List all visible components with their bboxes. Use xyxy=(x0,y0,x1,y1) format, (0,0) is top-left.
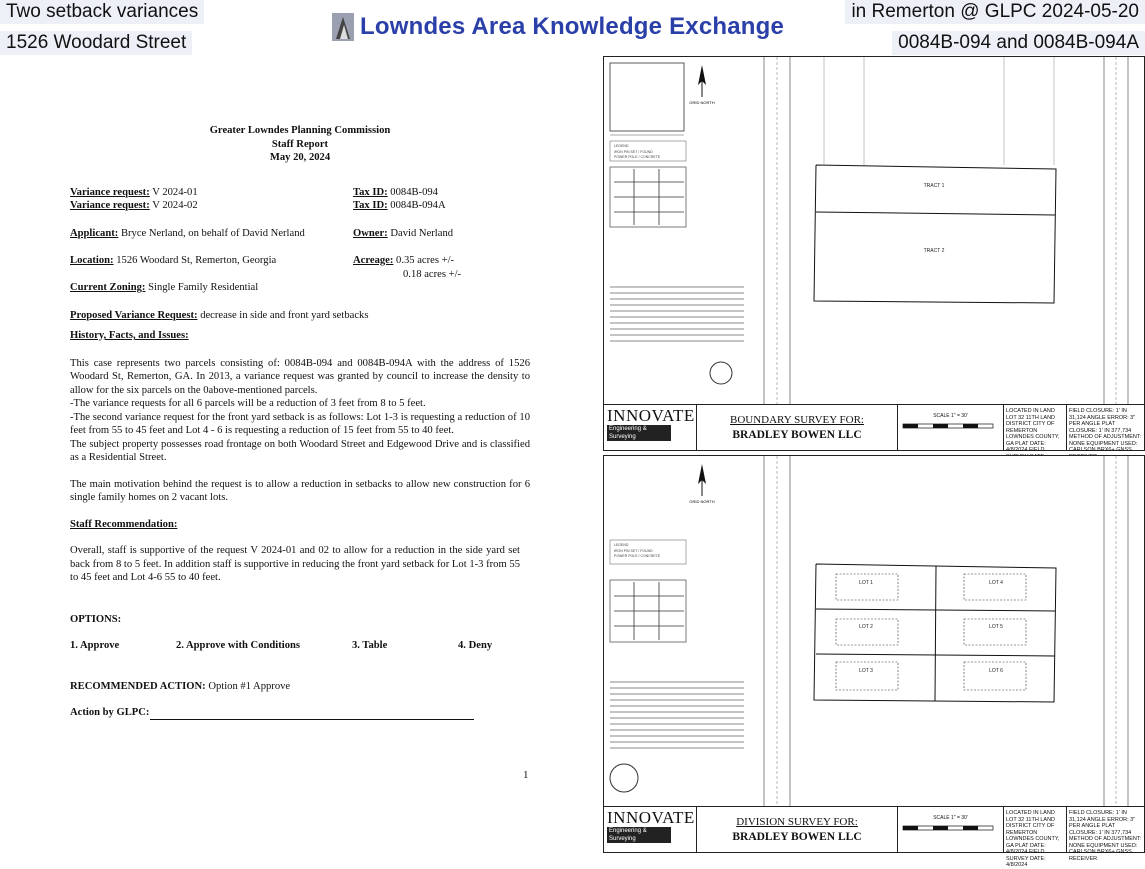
boundary-title-block xyxy=(604,404,1144,453)
boundary-survey-drawing xyxy=(604,57,1144,405)
division-title-block xyxy=(604,806,1144,868)
variance-label: Variance request: xyxy=(70,186,150,198)
acreage-label: Acreage: xyxy=(353,255,394,266)
svg-text:IRON PIN SET / FOUND: IRON PIN SET / FOUND xyxy=(614,549,653,553)
staff-report xyxy=(70,124,530,720)
logo-text: Lowndes Area Knowledge Exchange xyxy=(360,13,785,40)
history-paragraph-3: -The second variance request for the front yard setback is as follows: Lot 1-3 is requesting a reduction of 10 feet from 55 to 45 feet and Lot 4 - 6 is requesting a reduction of 15 feet from 55 to 40 feet. xyxy=(70,411,530,436)
tax-2: 0084B-094A xyxy=(390,200,446,211)
location-block: LOCATED IN LAND LOT 32 11TH LAND DISTRICT CITY OF REMERTON LOWNDES COUNTY, GA PLAT DATE: 4/8/2024 FIELD xyxy=(1004,405,1067,450)
page-number: 1 xyxy=(523,769,529,781)
innovate-logo xyxy=(604,405,697,450)
survey-title: DIVISION SURVEY FOR: xyxy=(736,816,858,828)
client-name: BRADLEY BOWEN LLC xyxy=(732,831,862,843)
options-heading: OPTIONS: xyxy=(70,613,122,625)
survey-title-block xyxy=(697,405,898,450)
report-title: Staff Report xyxy=(271,138,329,150)
history-paragraph-5: The main motivation behind the request is to allow a reduction in setbacks to allow new construction for 6 single family homes on 2 vacant lots. xyxy=(70,478,530,503)
history-heading: History, Facts, and Issues: xyxy=(70,330,189,341)
lot-3-label: LOT 3 xyxy=(859,668,873,674)
history-paragraph-1: This case represents two parcels consisting of: 0084B-094 and 0084B-094A with the address of 1526 Woodard St, Remerton, GA. In 2013, a variance request was granted by council to increase the density to allow for the six parcels on the 0above-mentioned parcels. xyxy=(70,357,530,396)
recommended: Option #1 Approve xyxy=(208,680,291,692)
lot-2-label: LOT 2 xyxy=(859,624,873,630)
proposed-label: Proposed Variance Request: xyxy=(70,309,198,321)
option-item: 4. Deny xyxy=(458,640,493,651)
north-arrow-icon xyxy=(689,65,714,105)
svg-text:LEGEND: LEGEND xyxy=(614,144,629,148)
client-name: BRADLEY BOWEN LLC xyxy=(732,429,862,441)
proposed-row xyxy=(70,309,530,323)
signature-line xyxy=(150,709,474,720)
svg-text:POWER POLE / CONCRETE: POWER POLE / CONCRETE xyxy=(614,554,661,558)
option-item: 1. Approve xyxy=(70,640,120,651)
action-label: Action by GLPC: xyxy=(70,707,150,718)
owner-label: Owner: xyxy=(353,227,388,239)
tax-label: Tax ID: xyxy=(353,186,388,198)
division-survey-plat[interactable] xyxy=(603,455,1145,868)
scale-bar-icon xyxy=(898,821,998,835)
lot-6-label: LOT 6 xyxy=(989,668,1003,674)
company-name: INNOVATE xyxy=(607,808,695,827)
lot-4-label: LOT 4 xyxy=(989,580,1003,586)
report-org: Greater Lowndes Planning Commission xyxy=(209,125,391,136)
applicant-row xyxy=(70,227,530,241)
report-date: May 20, 2024 xyxy=(269,152,331,163)
owner: David Nerland xyxy=(390,227,454,239)
history-paragraph-2: -The variance requests for all 6 parcels will be a reduction of 3 feet from 8 to 5 feet. xyxy=(70,398,426,409)
survey-title-block xyxy=(697,807,898,852)
boundary-survey-plat[interactable] xyxy=(603,56,1145,451)
division-survey-drawing xyxy=(604,456,1144,806)
location-block: LOCATED IN LAND LOT 32 11TH LAND DISTRICT CITY OF REMERTON LOWNDES COUNTY, GA PLAT DATE: 4/8/2024 FIELD SURVEY DATE: 4/8/2024 xyxy=(1004,807,1067,852)
company-sub: Engineering & Surveying xyxy=(607,827,671,843)
variance-label: Variance request: xyxy=(70,200,150,211)
tax-label: Tax ID: xyxy=(353,200,388,211)
survey-title: BOUNDARY SURVEY FOR: xyxy=(730,414,864,426)
variance-1: V 2024-01 xyxy=(152,186,198,198)
zoning: Single Family Residential xyxy=(148,282,259,293)
recommended-row xyxy=(70,680,530,694)
company-sub: Engineering & Surveying xyxy=(607,425,671,441)
company-name: INNOVATE xyxy=(607,406,695,425)
header-title-top-right: in Remerton @ GLPC 2024-05-20 xyxy=(845,0,1145,24)
svg-text:POWER POLE / CONCRETE: POWER POLE / CONCRETE xyxy=(614,155,661,159)
staff-heading: Staff Recommendation: xyxy=(70,518,178,530)
innovate-logo xyxy=(604,807,697,852)
scale-block xyxy=(898,807,1004,852)
scale-bar-icon xyxy=(898,419,998,433)
staff-paragraph: Overall, staff is supportive of the request V 2024-01 and 02 to allow for a reduction in the side yard set back from 8 to 5 feet. In addition staff is supportive in reducing the front yard setback for Lot 1-3 from 55 to 45 feet and Lot 4-6 55 to 40 feet. xyxy=(70,545,520,583)
location-label: Location: xyxy=(70,255,114,266)
tax-1: 0084B-094 xyxy=(390,186,438,198)
tract-2-label: TRACT 2 xyxy=(923,248,945,254)
history-paragraph-4: The subject property possesses road frontage on both Woodard Street and Edgewood Drive and is classified as a Residential Street. xyxy=(70,438,530,463)
recommended-label: RECOMMENDED ACTION: xyxy=(70,680,206,692)
tract-1-label: TRACT 1 xyxy=(923,183,945,189)
acreage-1: 0.35 acres +/- xyxy=(396,255,455,266)
location: 1526 Woodard St, Remerton, Georgia xyxy=(116,255,277,266)
scale-label: SCALE 1" = 30' xyxy=(933,815,968,821)
svg-text:LEGEND: LEGEND xyxy=(614,543,629,547)
option-item: 2. Approve with Conditions xyxy=(176,640,301,651)
svg-text:GRID NORTH: GRID NORTH xyxy=(689,499,715,504)
lake-logo-icon xyxy=(332,13,354,41)
options-list xyxy=(70,639,530,653)
lake-logo[interactable] xyxy=(332,10,784,44)
proposed: decrease in side and front yard setbacks xyxy=(200,309,369,321)
header-title-bottom-left: 1526 Woodard Street xyxy=(0,31,192,55)
svg-text:GRID NORTH: GRID NORTH xyxy=(689,100,715,105)
zoning-label: Current Zoning: xyxy=(70,282,146,293)
field-closure-block: FIELD CLOSURE: 1' IN 31,124 ANGLE ERROR: 3" PER ANGLE PLAT CLOSURE: 1' IN 377,734 METHOD OF ADJUSTMENT: NONE EQUIPMENT USED: CARLSON BRX6+ GNSS RECEIVER xyxy=(1069,810,1142,862)
applicant-label: Applicant: xyxy=(70,227,119,239)
lot-1-label: LOT 1 xyxy=(859,580,873,586)
field-closure-block: FIELD CLOSURE: 1' IN 31,124 ANGLE ERROR: 3" PER ANGLE PLAT CLOSURE: 1' IN 377,734 METHOD OF ADJUSTMENT: NONE EQUIPMENT USED: CARLSON BRX6+ GNSS xyxy=(1069,408,1142,453)
variance-row-2 xyxy=(70,199,530,213)
svg-text:IRON PIN SET / FOUND: IRON PIN SET / FOUND xyxy=(614,150,653,154)
variance-2: V 2024-02 xyxy=(152,200,198,211)
location-row xyxy=(70,254,530,281)
scale-label: SCALE 1" = 30' xyxy=(933,413,968,419)
variance-row-1 xyxy=(70,186,530,200)
zoning-row xyxy=(70,281,530,295)
header-title-bottom-right: 0084B-094 and 0084B-094A xyxy=(892,31,1145,55)
acreage-2: 0.18 acres +/- xyxy=(403,268,462,280)
header-title-top-left: Two setback variances xyxy=(0,0,204,24)
option-item: 3. Table xyxy=(352,640,388,651)
north-arrow-icon xyxy=(689,464,714,504)
action-row xyxy=(70,706,530,720)
lot-5-label: LOT 5 xyxy=(989,624,1003,630)
scale-block xyxy=(898,405,1004,450)
applicant: Bryce Nerland, on behalf of David Nerland xyxy=(120,227,305,239)
